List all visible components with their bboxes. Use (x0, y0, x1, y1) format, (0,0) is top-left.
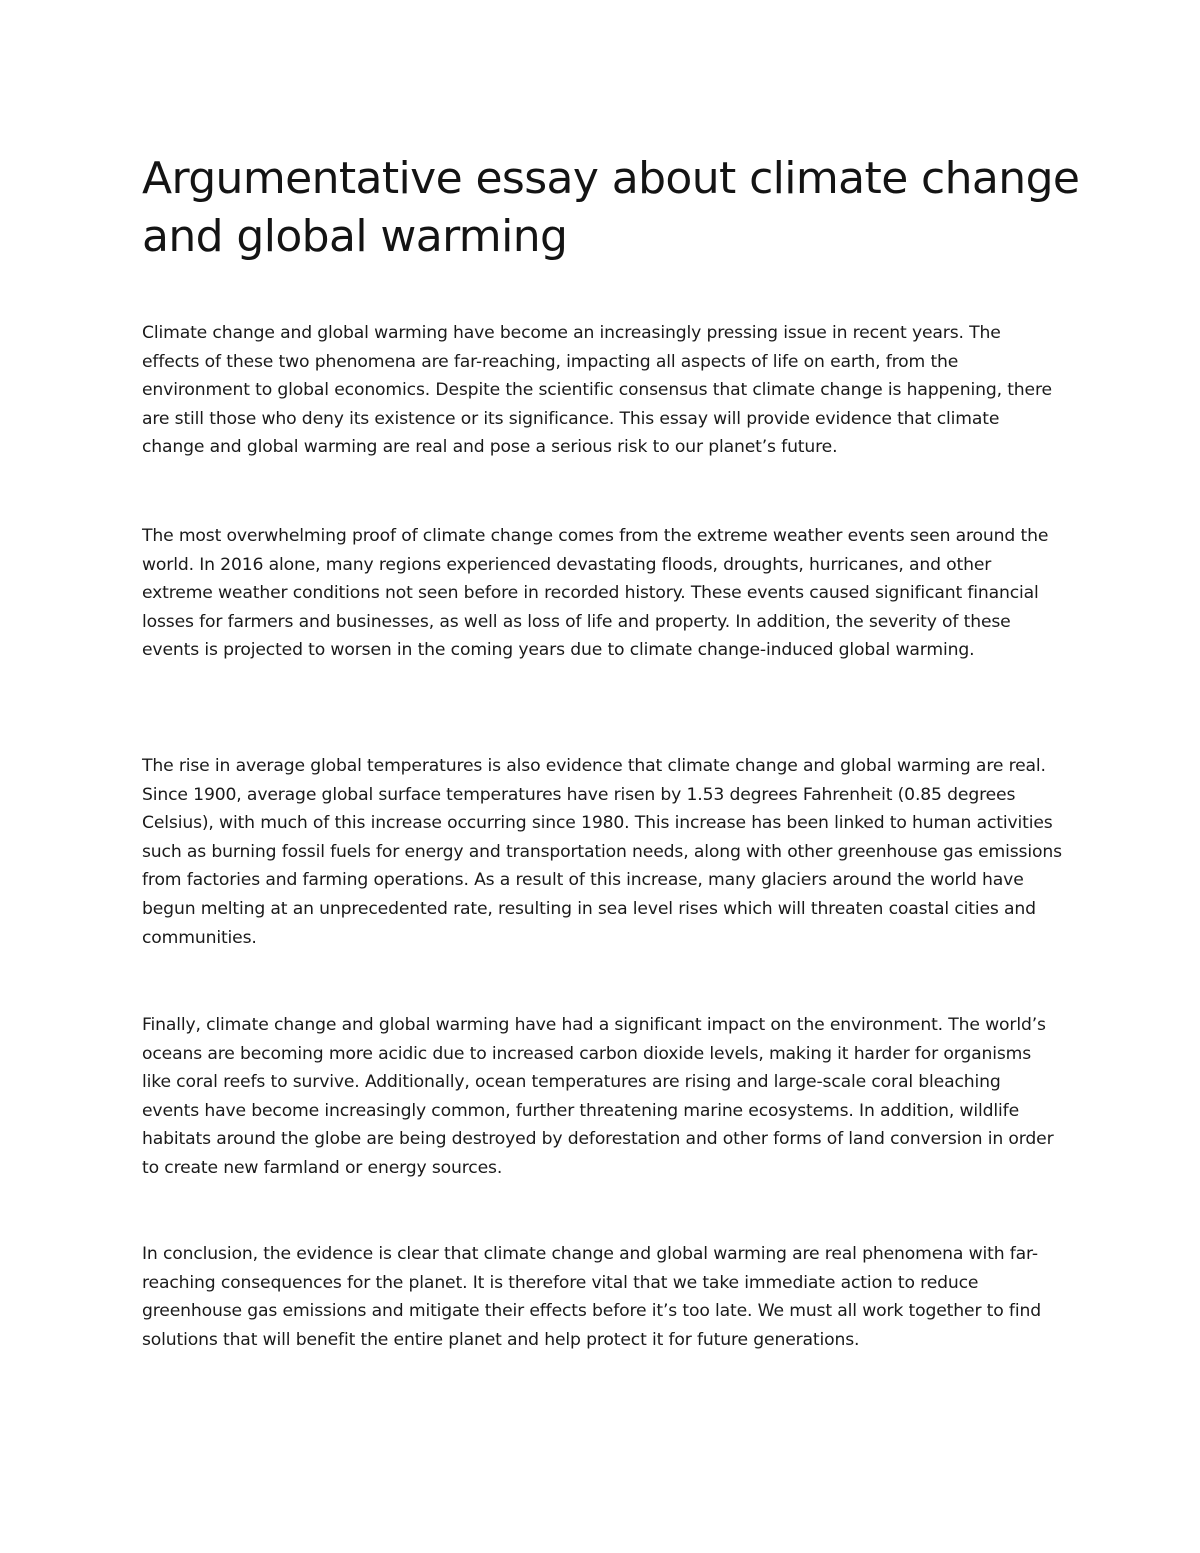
paragraph-conclusion: In conclusion, the evidence is clear that climate change and global warming are real phenomena with far-reaching consequences for the planet. It is therefore vital that we take immediate action to reduce greenhouse gas emissions and mitigate their effects before it’s too late. We must all work together to find solutions that will benefit the entire planet and help protect it for future generations. (142, 1244, 1041, 1350)
paragraph-extreme-weather: The most overwhelming proof of climate change comes from the extreme weather events seen around the world. In 2016 alone, many regions experienced devastating floods, droughts, hurricanes, and other extreme weather conditions not seen before in recorded history. These events caused significant financial losses for farmers and businesses, as well as loss of life and property. In addition, the severity of these events is projected to worsen in the coming years due to climate change-induced global warming. (142, 526, 1049, 661)
paragraph-introduction: Climate change and global warming have become an increasingly pressing issue in recent years. The effects of these two phenomena are far-reaching, impacting all aspects of life on earth, from the environment to global economics. Despite the scientific consensus that climate change is happening, there are still those who deny its existence or its significance. This essay will provide evidence that climate change and global warming are real and pose a serious risk to our planet’s future. (142, 323, 1052, 458)
paragraph-environment: Finally, climate change and global warming have had a significant impact on the environment. The world’s oceans are becoming more acidic due to increased carbon dioxide levels, making it harder for organisms like coral reefs to survive. Additionally, ocean temperatures are rising and large-scale coral bleaching events have become increasingly common, further threatening marine ecosystems. In addition, wildlife habitats around the globe are being destroyed by deforestation and other forms of land conversion in order to create new farmland or energy sources. (142, 1015, 1054, 1178)
document-title: Argumentative essay about climate change and global warming (142, 153, 1080, 262)
paragraph-global-temperatures: The rise in average global temperatures is also evidence that climate change and global warming are real. Since 1900, average global surface temperatures have risen by 1.53 degrees Fahrenheit (0.85 degrees Celsius), with much of this increase occurring since 1980. This increase has been linked to human activities such as burning fossil fuels for energy and transportation needs, along with other greenhouse gas emissions from factories and farming operations. As a result of this increase, many glaciers around the world have begun melting at an unprecedented rate, resulting in sea level rises which will threaten coastal cities and communities. (142, 756, 1062, 948)
